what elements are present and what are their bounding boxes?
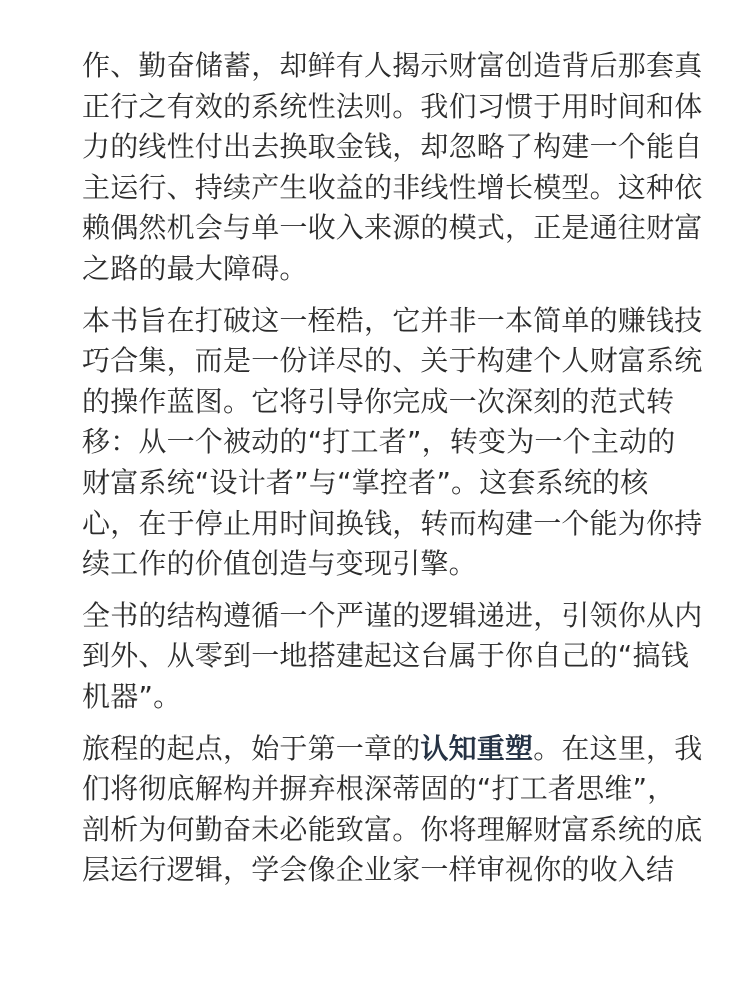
text-line: 财富系统“设计者”与“掌控者”。这套系统的核 — [82, 465, 649, 499]
text-line: 巧合集，而是一份详尽的、关于构建个人财富系统 — [82, 344, 703, 378]
text-fragment: 。在这里，我 — [533, 731, 703, 765]
text-line: 本书旨在打破这一桎梏，它并非一本简单的赚钱技 — [82, 303, 703, 337]
text-line: 剖析为何勤奋未必能致富。你将理解财富系统的底 — [82, 812, 703, 846]
paragraph-2 — [82, 301, 703, 585]
paragraph-4 — [82, 729, 703, 891]
paragraph-3 — [82, 596, 703, 718]
text-line: 机器”。 — [82, 679, 182, 713]
text-line: 移：从一个被动的“打工者”，转变为一个主动的 — [82, 425, 676, 459]
emphasis-chapter-topic: 认知重塑 — [420, 731, 534, 765]
text-line-with-emphasis — [82, 729, 703, 770]
text-line: 层运行逻辑，学会像企业家一样审视你的收入结 — [82, 853, 675, 887]
text-line: 力的线性付出去换取金钱，却忽略了构建一个能自 — [82, 130, 703, 164]
text-line: 之路的最大障碍。 — [82, 251, 308, 285]
text-line: 主运行、持续产生收益的非线性增长模型。这种依 — [82, 170, 703, 204]
text-line: 赖偶然机会与单一收入来源的模式，正是通往财富 — [82, 211, 703, 245]
text-line: 全书的结构遵循一个严谨的逻辑递进，引领你从内 — [82, 598, 703, 632]
text-fragment: 旅程的起点，始于第一章的 — [82, 731, 421, 765]
text-line: 作、勤奋储蓄，却鲜有人揭示财富创造背后那套真 — [82, 49, 703, 82]
text-line: 们将彻底解构并摒弃根深蒂固的“打工者思维”， — [82, 772, 676, 806]
text-line: 到外、从零到一地搭建起这台属于你自己的“搞钱 — [82, 639, 689, 673]
text-line: 正行之有效的系统性法则。我们习惯于用时间和体 — [82, 89, 703, 123]
text-line: 的操作蓝图。它将引导你完成一次深刻的范式转 — [82, 384, 675, 418]
article-body — [82, 46, 703, 902]
paragraph-1 — [82, 46, 703, 290]
text-line: 心，在于停止用时间换钱，转而构建一个能为你持 — [82, 506, 703, 540]
text-line: 续工作的价值创造与变现引擎。 — [82, 547, 477, 581]
